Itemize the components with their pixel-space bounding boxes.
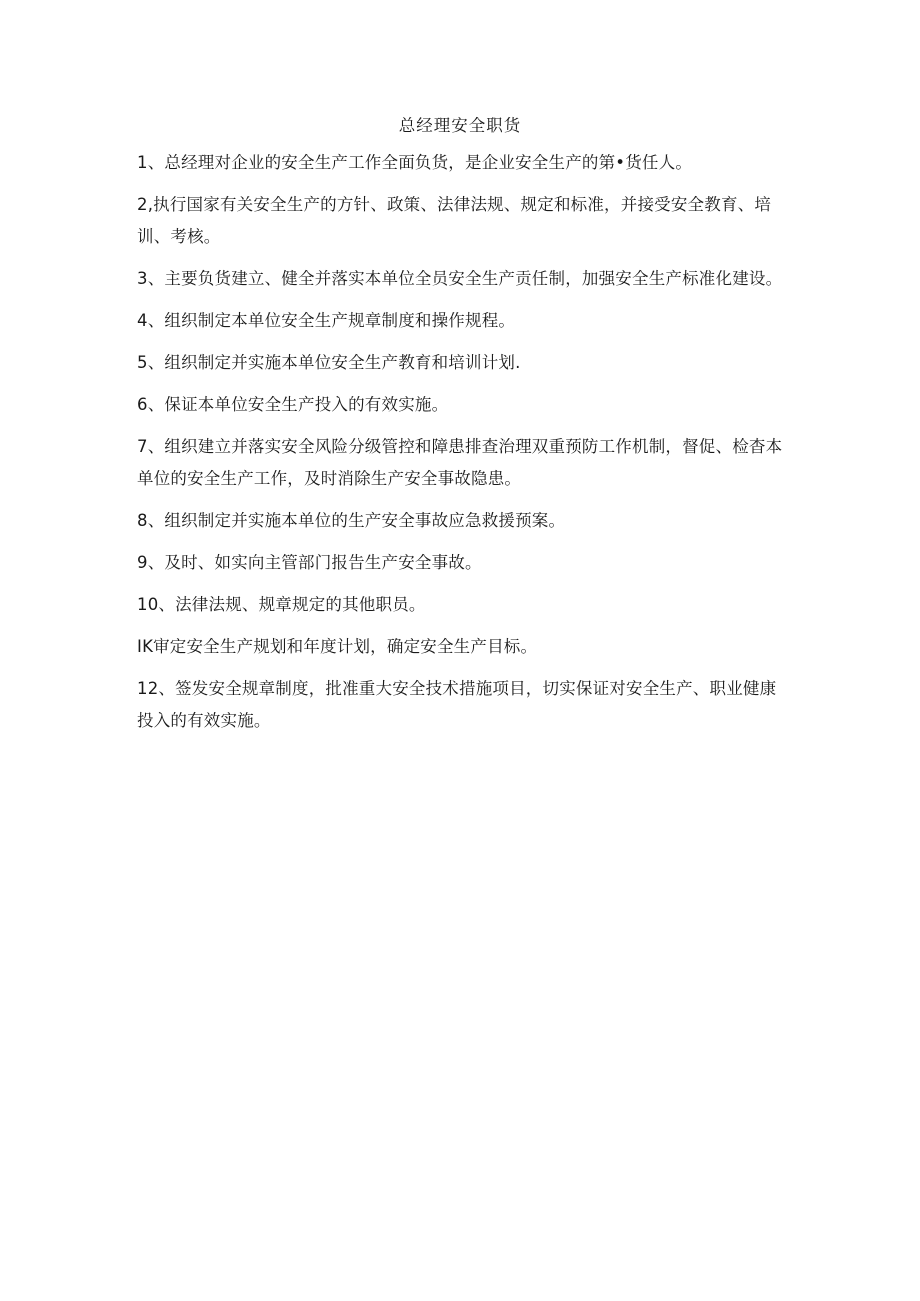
paragraph-6: 6、保证本单位安全生产投入的有效实施。 <box>137 395 449 414</box>
paragraph-9: 9、及时、如实向主管部门报告生产安全事故。 <box>137 553 482 572</box>
document-body <box>137 147 792 747</box>
paragraph-12: 12、签发安全规章制度，批准重大安全技术措施项目，切实保证对安全生产、职业健康投入的有效实施。 <box>137 679 777 730</box>
paragraph-5: 5、组织制定并实施本单位安全生产教育和培训计划. <box>137 353 521 372</box>
paragraph-10: 10、法律法规、规章规定的其他职员。 <box>137 595 426 614</box>
document-title: 总经理安全职货 <box>398 116 522 135</box>
paragraph-11: IK审定安全生产规划和年度计划，确定安全生产目标。 <box>137 637 538 656</box>
paragraph-7: 7、组织建立并落实安全风险分级管控和障患排查治理双重预防工作机制，督促、检杳本单位的安全生产工作，及时消除生产安全事故隐患。 <box>137 437 783 488</box>
paragraph-3: 3、主要负货建立、健全并落实本单位全员安全生产贡任制，加强安全生产标准化建设。 <box>137 269 783 288</box>
paragraph-4: 4、组织制定本单位安全生产规章制度和操作规程。 <box>137 311 516 330</box>
paragraph-1: 1、总经理对企业的安全生产工作全面负货，是企业安全生产的第•货任人。 <box>137 153 693 172</box>
paragraph-8: 8、组织制定并实施本单位的生产安全事故应急救援预案。 <box>137 511 566 530</box>
paragraph-2: 2,执行国家有关安全生产的方针、政策、法律法规、规定和标准，并接受安全教育、培训、考核。 <box>137 195 772 246</box>
